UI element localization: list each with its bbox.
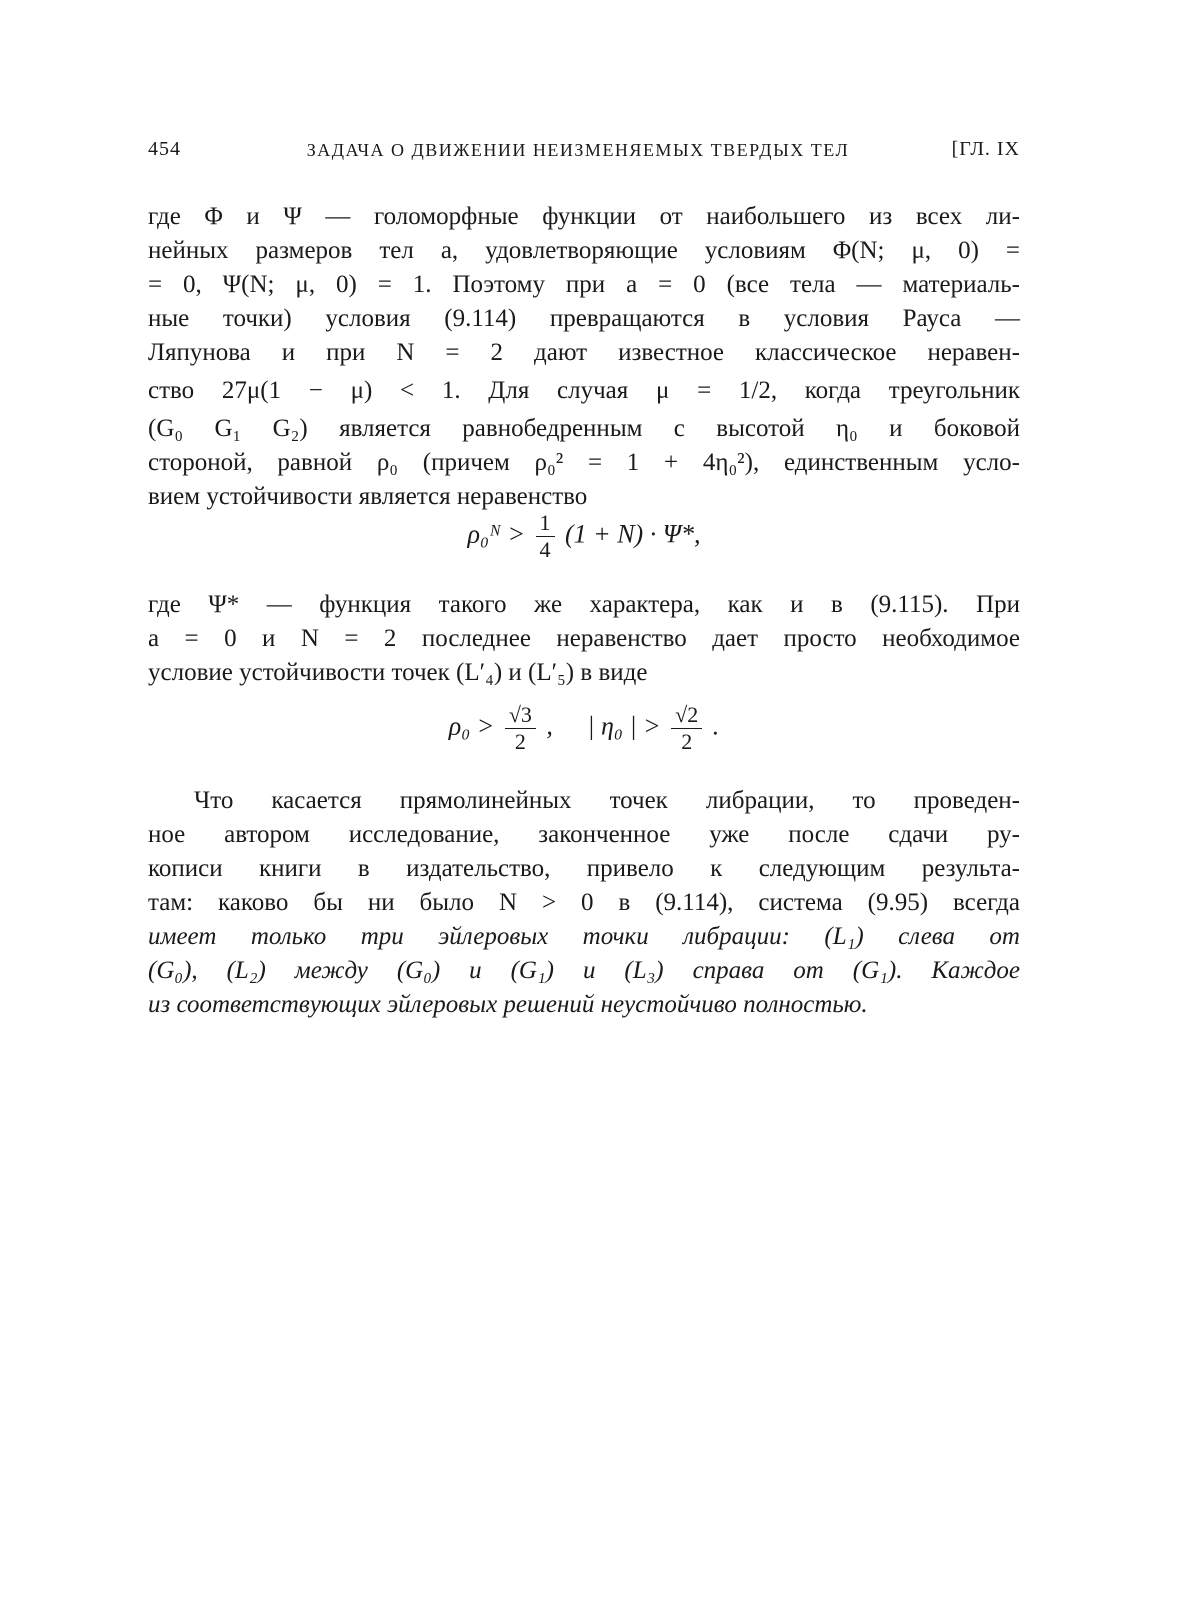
fraction-numerator: 1: [536, 510, 555, 537]
formula-rhs: (1 + N) · Ψ*,: [565, 519, 701, 549]
formula-lhs: ρ₀ᴺ >: [467, 519, 525, 549]
fraction: [671, 702, 702, 755]
paragraph-1: [148, 200, 1020, 514]
fraction: [536, 510, 555, 563]
formula-separator: ,: [546, 711, 553, 741]
fraction-denominator: 4: [539, 537, 551, 562]
text-line: из соответствующих эйлеровых решений неустойчиво полностью.: [148, 991, 868, 1018]
text-line: имеет только три эйлеровых точки либрации: (L₁) слева от: [148, 923, 1020, 950]
text-line: где Φ и Ψ — голоморфные функции от наибольшего из всех ли-: [148, 203, 1020, 230]
text-line: (G₀ G₁ G₂) является равнобедренным с высотой η₀ и боковой: [148, 415, 1020, 442]
paragraph-3: [148, 784, 1020, 1022]
text-line: кописи книги в издательство, привело к следующим результа-: [148, 855, 1020, 882]
fraction: [505, 702, 536, 755]
fraction-denominator: 2: [681, 729, 693, 754]
chapter-label: [ГЛ. IX: [951, 138, 1020, 160]
fraction-numerator: √3: [505, 702, 536, 729]
paragraph-2: [148, 588, 1020, 690]
formula-end: .: [712, 711, 720, 741]
page-header: [148, 138, 1020, 168]
text-line: Что касается прямолинейных точек либрации, то проведен-: [194, 787, 1020, 814]
text-line: нейных размеров тел a, удовлетворяющие условиям Φ(N; μ, 0) =: [148, 237, 1020, 264]
text-line: = 0, Ψ(N; μ, 0) = 1. Поэтому при a = 0 (все тела — материаль-: [148, 271, 1020, 298]
page-number: 454: [148, 138, 181, 160]
text-line: вием устойчивости является неравенство: [148, 483, 588, 510]
text-line: условие устойчивости точек (L′₄) и (L′₅) в виде: [148, 659, 648, 686]
text-line: стороной, равной ρ₀ (причем ρ₀² = 1 + 4η₀²), единственным усло-: [148, 449, 1020, 476]
text-line: a = 0 и N = 2 последнее неравенство дает просто необходимое: [148, 625, 1020, 652]
formula-lhs: | η₀ | >: [587, 711, 661, 741]
text-line: ное автором исследование, законченное уже после сдачи ру-: [148, 821, 1020, 848]
formula-stability-inequality: [148, 510, 1020, 563]
fraction-denominator: 2: [514, 729, 526, 754]
formula-lhs: ρ₀ >: [448, 711, 495, 741]
text-line: ство 27μ(1 − μ) < 1. Для случая μ = 1/2, когда треугольник: [148, 377, 1020, 404]
running-title: ЗАДАЧА О ДВИЖЕНИИ НЕИЗМЕНЯЕМЫХ ТВЕРДЫХ ТЕЛ: [306, 140, 850, 160]
text-line: где Ψ* — функция такого же характера, как и в (9.115). При: [148, 591, 1020, 618]
text-line: Ляпунова и при N = 2 дают известное классическое неравен-: [148, 339, 1020, 366]
fraction-numerator: √2: [671, 702, 702, 729]
text-line: ные точки) условия (9.114) превращаются в условия Рауса —: [148, 305, 1020, 332]
text-line: (G₀), (L₂) между (G₀) и (G₁) и (L₃) справа от (G₁). Каждое: [148, 957, 1020, 984]
formula-necessary-condition: [148, 702, 1020, 755]
text-line: там: каково бы ни было N > 0 в (9.114), система (9.95) всегда: [148, 889, 1020, 916]
